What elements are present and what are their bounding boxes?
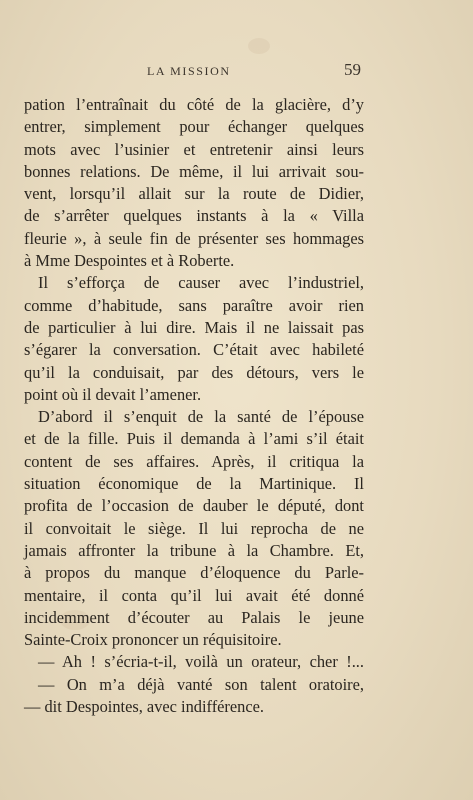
text-line: fleurie », à seule fin de présenter ses hommages bbox=[24, 228, 364, 248]
text-line: qu’il la conduisait, par des détours, vers le bbox=[24, 362, 364, 382]
text-line: Sainte-Croix prononcer un réquisitoire. bbox=[24, 630, 282, 650]
text-line: et de la fille. Puis il demanda à l’ami s’il était bbox=[24, 429, 364, 449]
text-line: — On m’a déjà vanté son talent oratoire, bbox=[38, 674, 364, 694]
text-line: mots avec l’usinier et entretenir ainsi leurs bbox=[24, 139, 364, 159]
text-line: — dit Despointes, avec indifférence. bbox=[24, 697, 265, 717]
text-line: point où il devait l’amener. bbox=[24, 384, 202, 404]
text-line: mentaire, il conta qu’il lui avait été donné bbox=[24, 585, 364, 605]
text-line: entrer, simplement pour échanger quelques bbox=[24, 117, 364, 137]
page-number: 59 bbox=[344, 60, 361, 79]
text-line: pation l’entraînait du côté de la glacière, d’y bbox=[24, 95, 364, 114]
text-line: à Mme Despointes et à Roberte. bbox=[24, 251, 235, 271]
text-line: — Ah ! s’écria-t-il, voilà un orateur, cher !... bbox=[38, 652, 364, 672]
text-line: à propos du manque d’éloquence du Parle- bbox=[24, 563, 364, 583]
text-line: jamais affronter la tribune à la Chambre. Et, bbox=[24, 540, 364, 560]
text-line: bonnes relations. De même, il lui arrivait sou- bbox=[24, 161, 364, 181]
text-line: vent, lorsqu’il allait sur la route de Didier, bbox=[24, 184, 364, 204]
text-line: il convoitait le siège. Il lui reprocha de ne bbox=[24, 518, 364, 538]
paper-stain bbox=[248, 38, 270, 54]
running-title: LA MISSION bbox=[147, 64, 231, 78]
text-line: Il s’efforça de causer avec l’industriel, bbox=[38, 273, 364, 293]
text-line: incidemment d’écouter au Palais le jeune bbox=[24, 607, 364, 627]
body-text bbox=[24, 94, 364, 718]
text-line: content de ses affaires. Après, il critiqua la bbox=[24, 451, 364, 471]
text-line: de particulier à lui dire. Mais il ne laissait pas bbox=[24, 317, 364, 337]
text-line: situation économique de la Martinique. Il bbox=[24, 474, 364, 494]
text-line: profita de l’occasion de dauber le député, dont bbox=[24, 496, 364, 516]
text-line: s’égarer la conversation. C’était avec habileté bbox=[24, 340, 364, 360]
text-line: comme d’habitude, sans paraître avoir rien bbox=[24, 295, 364, 315]
text-line: D’abord il s’enquit de la santé de l’épouse bbox=[38, 407, 364, 427]
text-line: de s’arrêter quelques instants à la « Villa bbox=[24, 206, 364, 226]
